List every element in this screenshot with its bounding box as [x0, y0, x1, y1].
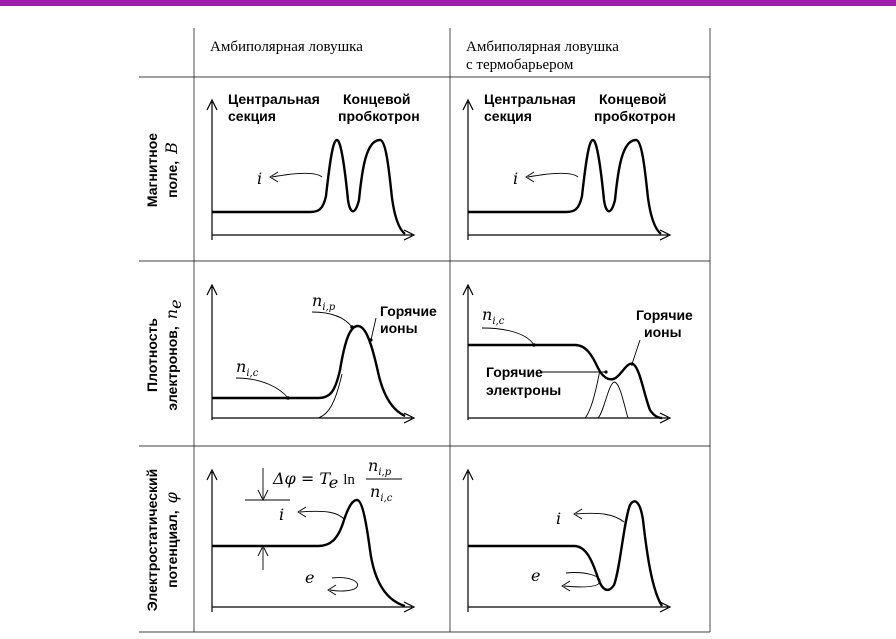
panel-potential-thermobarrier: [463, 470, 670, 612]
end-mirror-label: Концевой: [343, 91, 411, 107]
svg-text:Плотность: Плотность: [144, 318, 160, 392]
end-mirror-label-2: пробкотрон: [338, 108, 420, 124]
panel-density-ambipolar: [207, 285, 437, 423]
hot-ions-label-2: ионы: [380, 320, 418, 336]
delta-phi-denominator: $n_{i,c}$: [370, 482, 393, 504]
hot-electrons-label: Горячие: [486, 364, 543, 380]
column-header-thermobarrier-line1: Амбиполярная ловушка: [466, 39, 619, 55]
ion-label: i: [513, 169, 519, 188]
column-header-thermobarrier-line2: с термобарьером: [466, 57, 574, 73]
electron-label: e: [305, 568, 315, 587]
n-ip-label: $n_{i,p}$: [312, 291, 336, 313]
electron-label: e: [531, 566, 541, 585]
hot-ions-label: Горячие: [636, 307, 693, 323]
panel-magnetic-ambipolar: [207, 91, 420, 240]
delta-phi-numerator: $n_{i,p}$: [368, 456, 392, 478]
hot-electrons-label-2: электроны: [486, 382, 562, 398]
panel-magnetic-thermobarrier: [463, 91, 676, 240]
hot-ions-label-2: ионы: [644, 324, 682, 340]
central-section-label: Центральная: [484, 91, 576, 107]
row-label-electron-density: [144, 299, 185, 410]
delta-phi-formula: Δφ = Te ln: [273, 469, 355, 492]
central-section-label-2: секция: [228, 108, 276, 124]
svg-text:электронов, ne: электронов, ne: [162, 299, 185, 411]
end-mirror-label: Концевой: [599, 91, 667, 107]
row-label-electrostatic-potential: [144, 469, 181, 612]
column-header-ambipolar: Амбиполярная ловушка: [210, 39, 363, 55]
ion-label: i: [257, 169, 263, 188]
panel-density-thermobarrier: [463, 285, 693, 423]
ion-label: i: [556, 509, 562, 528]
central-section-label: Центральная: [228, 91, 320, 107]
panel-potential-ambipolar: [207, 456, 414, 612]
row-label-magnetic-field: [144, 133, 181, 207]
n-ic-label: $n_{i,c}$: [482, 305, 505, 327]
hot-ions-label: Горячие: [380, 303, 437, 319]
svg-text:Магнитное: Магнитное: [144, 132, 160, 208]
svg-text:Электростатический: Электростатический: [144, 468, 160, 612]
svg-text:потенциал, φ: потенциал, φ: [162, 492, 181, 588]
central-section-label-2: секция: [484, 108, 532, 124]
svg-text:поле, B: поле, B: [162, 142, 181, 198]
n-ic-label: $n_{i,c}$: [236, 357, 259, 379]
end-mirror-label-2: пробкотрон: [594, 108, 676, 124]
ion-label: i: [279, 505, 285, 524]
